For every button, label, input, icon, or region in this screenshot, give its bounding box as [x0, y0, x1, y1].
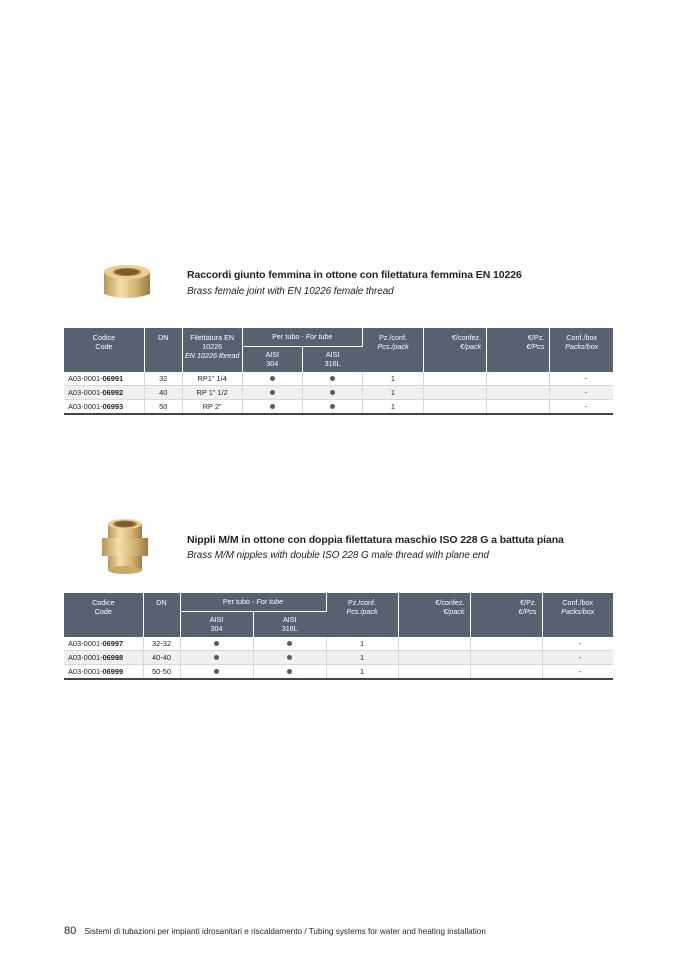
cell-code: A03-0001-06991 — [64, 372, 144, 386]
col-header-code: Codice Code — [64, 328, 144, 372]
cell-packs-box: - — [542, 637, 613, 651]
available-dot-icon — [330, 404, 335, 409]
table-row — [64, 372, 613, 386]
cell-aisi-304 — [242, 400, 302, 415]
col-header-per-tube: Per tubo - For tube — [180, 593, 326, 612]
cell-thread: RP 1" 1/2 — [182, 386, 242, 400]
cell-eur-pack — [424, 386, 487, 400]
cell-eur-pack — [398, 665, 470, 680]
cell-eur-pcs — [470, 651, 542, 665]
section-subtitle: Brass female joint with EN 10226 female thread — [187, 286, 394, 297]
available-dot-icon — [330, 390, 335, 395]
cell-aisi-304 — [242, 372, 302, 386]
cell-dn: 50-50 — [143, 665, 180, 680]
cell-packs-box: - — [550, 386, 613, 400]
cell-dn: 50 — [144, 400, 182, 415]
col-header-thread: Filettatura EN 10226 EN 10226 thread — [182, 328, 242, 372]
cell-aisi-304 — [242, 386, 302, 400]
available-dot-icon — [270, 404, 275, 409]
cell-eur-pcs — [487, 386, 550, 400]
cell-aisi-316l — [302, 400, 362, 415]
cell-aisi-316l — [253, 665, 326, 680]
col-header-dn: DN — [143, 593, 180, 637]
available-dot-icon — [214, 655, 219, 660]
cell-eur-pcs — [470, 665, 542, 680]
cell-code: A03-0001-06993 — [64, 400, 144, 415]
available-dot-icon — [287, 641, 292, 646]
col-header-pcs-pack: Pz./conf. Pcs./pack — [362, 328, 423, 372]
cell-packs-box: - — [550, 400, 613, 415]
cell-packs-box: - — [542, 665, 613, 680]
cell-code: A03-0001-06997 — [64, 637, 143, 651]
table-row — [64, 637, 613, 651]
cell-eur-pack — [424, 372, 487, 386]
section-subtitle: Brass M/M nipples with double ISO 228 G male thread with plane end — [187, 550, 489, 561]
cell-eur-pcs — [487, 400, 550, 415]
col-header-code: Codice Code — [64, 593, 143, 637]
cell-pcs-pack: 1 — [362, 400, 423, 415]
available-dot-icon — [287, 669, 292, 674]
cell-pcs-pack: 1 — [362, 372, 423, 386]
available-dot-icon — [214, 641, 219, 646]
page-footer — [64, 925, 486, 937]
cell-dn: 40 — [144, 386, 182, 400]
cell-aisi-316l — [253, 637, 326, 651]
cell-aisi-316l — [253, 651, 326, 665]
cell-dn: 32-32 — [143, 637, 180, 651]
table-row — [64, 386, 613, 400]
footer-text: Sistemi di tubazioni per impianti idrosanitari e riscaldamento / Tubing systems for water and heating installation — [84, 927, 486, 936]
brass-nipple-image — [98, 518, 152, 578]
brass-female-joint-image — [100, 262, 154, 304]
cell-thread: RP1" 1/4 — [182, 372, 242, 386]
col-header-pcs-pack: Pz./conf. Pcs./pack — [326, 593, 398, 637]
available-dot-icon — [270, 390, 275, 395]
cell-aisi-304 — [180, 651, 253, 665]
cell-aisi-316l — [302, 372, 362, 386]
cell-code: A03-0001-06998 — [64, 651, 143, 665]
cell-aisi-304 — [180, 637, 253, 651]
cell-eur-pcs — [487, 372, 550, 386]
col-header-eur-pcs: €/Pz. €/Pcs — [487, 328, 550, 372]
col-header-packs-box: Conf./box Packs/box — [542, 593, 613, 637]
cell-thread: RP 2" — [182, 400, 242, 415]
cell-dn: 32 — [144, 372, 182, 386]
available-dot-icon — [214, 669, 219, 674]
product-table-female-joint — [64, 328, 613, 415]
cell-aisi-316l — [302, 386, 362, 400]
cell-pcs-pack: 1 — [362, 386, 423, 400]
available-dot-icon — [330, 376, 335, 381]
col-header-eur-pcs: €/Pz. €/Pcs — [470, 593, 542, 637]
col-header-aisi-304: AISI 304 — [180, 612, 253, 638]
cell-dn: 40-40 — [143, 651, 180, 665]
cell-packs-box: - — [550, 372, 613, 386]
col-header-packs-box: Conf./box Packs/box — [550, 328, 613, 372]
available-dot-icon — [287, 655, 292, 660]
product-table-nipples — [64, 593, 613, 680]
cell-code: A03-0001-06999 — [64, 665, 143, 680]
cell-eur-pack — [398, 637, 470, 651]
cell-eur-pack — [398, 651, 470, 665]
cell-pcs-pack: 1 — [326, 651, 398, 665]
page-number: 80 — [64, 925, 77, 937]
cell-pcs-pack: 1 — [326, 637, 398, 651]
section-title: Raccordi giunto femmina in ottone con filettatura femmina EN 10226 — [187, 269, 522, 281]
cell-aisi-304 — [180, 665, 253, 680]
col-header-per-tube: Per tubo - For tube — [242, 328, 362, 347]
cell-eur-pcs — [470, 637, 542, 651]
table-row — [64, 400, 613, 415]
cell-packs-box: - — [542, 651, 613, 665]
col-header-aisi-304: AISI 304 — [242, 347, 302, 373]
available-dot-icon — [270, 376, 275, 381]
cell-code: A03-0001-06992 — [64, 386, 144, 400]
col-header-aisi-316l: AISI 316L — [302, 347, 362, 373]
col-header-dn: DN — [144, 328, 182, 372]
table-row — [64, 665, 613, 680]
section-title: Nippli M/M in ottone con doppia filettatura maschio ISO 228 G a battuta piana — [187, 534, 564, 546]
cell-eur-pack — [424, 400, 487, 415]
col-header-aisi-316l: AISI 316L — [253, 612, 326, 638]
table-row — [64, 651, 613, 665]
col-header-eur-pack: €/confez. €/pack — [424, 328, 487, 372]
cell-pcs-pack: 1 — [326, 665, 398, 680]
col-header-eur-pack: €/confez. €/pack — [398, 593, 470, 637]
